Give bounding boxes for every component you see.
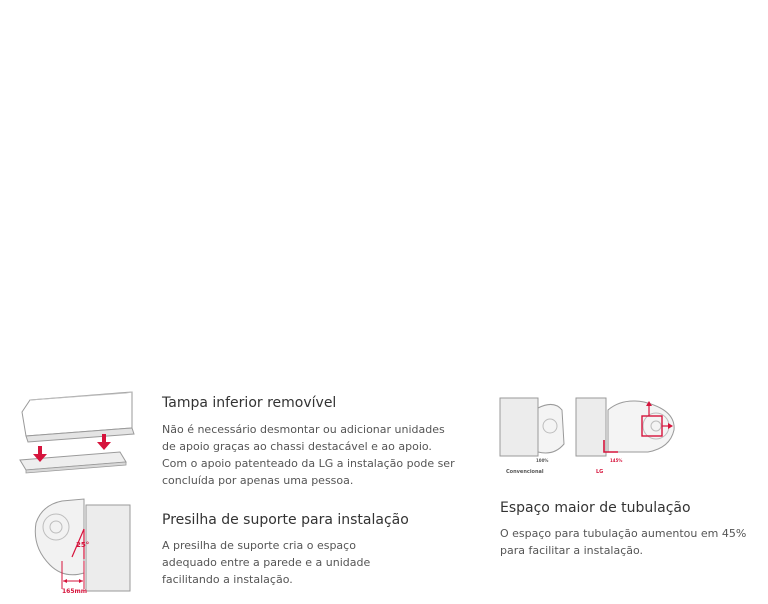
lg-caption: LG	[596, 469, 604, 475]
piping-space-illustration	[498, 394, 688, 484]
conventional-caption: Convencional	[506, 469, 544, 475]
clip-angle-label: 25°	[76, 541, 90, 549]
section-title-removable-cover: Tampa inferior removível	[162, 395, 337, 411]
removable-cover-illustration	[16, 388, 140, 484]
lg-percent-label: 145%	[610, 458, 623, 463]
section-description-piping-space: O espaço para tubulação aumentou em 45% para facilitar a instalação.	[500, 527, 747, 557]
support-clip-illustration	[26, 495, 136, 599]
section-title-support-clip: Presilha de suporte para instalação	[162, 512, 409, 528]
section-title-piping-space: Espaço maior de tubulação	[500, 500, 691, 516]
conventional-percent-label: 100%	[536, 458, 549, 463]
section-description-support-clip: A presilha de suporte cria o espaço adequado entre a parede e a unidade facilitando a instalação.	[162, 539, 371, 586]
section-description-removable-cover: Não é necessário desmontar ou adicionar unidades de apoio graças ao chassi destacável e ao apoio. Com o apoio patenteado da LG a instalação pode ser concluída por apenas uma pessoa.	[162, 423, 455, 487]
clip-distance-label: 165mm	[62, 588, 88, 595]
